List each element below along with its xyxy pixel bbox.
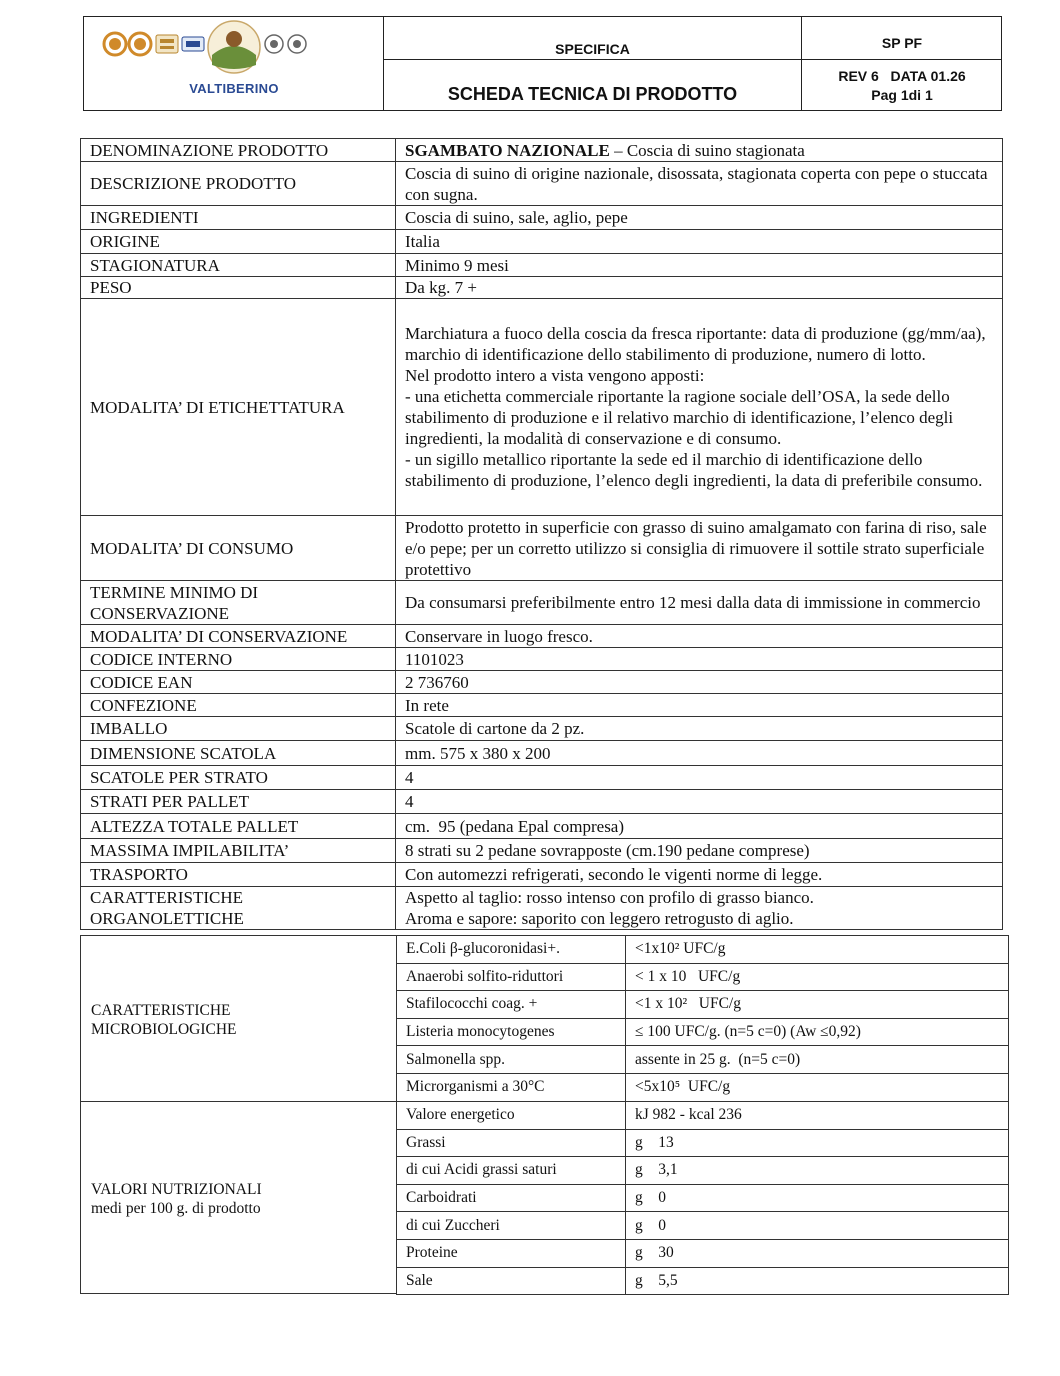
nutrient-name: Proteine (397, 1239, 626, 1267)
table-row (81, 516, 1003, 581)
micro-name: Stafilococchi coag. + (397, 991, 626, 1019)
table-row (397, 936, 1009, 964)
table-row (81, 254, 1003, 277)
micro-name: E.Coli β-glucoronidasi+. (397, 936, 626, 964)
nutrient-name: di cui Acidi grassi saturi (397, 1157, 626, 1185)
micro-value: ≤ 100 UFC/g. (n=5 c=0) (Aw ≤0,92) (626, 1018, 1009, 1046)
row-label: CARATTERISTICHE ORGANOLETTICHE (81, 887, 396, 930)
row-value (396, 887, 1003, 930)
doc-type: SPECIFICA (555, 41, 630, 57)
row-value: Prodotto protetto in superficie con grasso di suino amalgamato con farina di riso, sale e/o pepe; per un corretto utilizzo si consiglia di rimuovere il sottile strato superficiale protettivo (396, 516, 1003, 581)
row-value: In rete (396, 694, 1003, 717)
table-row (397, 1102, 1009, 1130)
table-row (397, 1239, 1009, 1267)
company-name: VALTIBERINO (189, 81, 279, 96)
doc-code: SP PF (881, 35, 923, 51)
doc-title: SCHEDA TECNICA DI PRODOTTO (447, 84, 738, 104)
label-line: - una etichetta commerciale riportante la ragione sociale dell’OSA, la sede dello stabilimento di produzione e il relativo marchio di identificazione, l’elenco degli ingredienti, la modalità di conservazione e di consumo. (405, 387, 954, 448)
nutrient-name: Valore energetico (397, 1102, 626, 1130)
nutrition-label-cell (80, 1101, 397, 1294)
nutrient-value: kJ 982 - kcal 236 (626, 1102, 1009, 1130)
brcs-badge-icon (156, 35, 178, 53)
row-label: MODALITA’ DI ETICHETTATURA (81, 299, 396, 516)
row-value: mm. 575 x 380 x 200 (396, 741, 1003, 766)
row-label: INGREDIENTI (81, 206, 396, 230)
micro-name: Microrganismi a 30°C (397, 1073, 626, 1101)
nutrient-value: g 5,5 (626, 1267, 1009, 1295)
nutrient-name: di cui Zuccheri (397, 1212, 626, 1240)
row-value: Italia (396, 230, 1003, 254)
table-row (397, 991, 1009, 1019)
table-row (81, 839, 1003, 863)
round-stamp-icon (265, 35, 283, 53)
row-value: 4 (396, 790, 1003, 814)
micro-name: Anaerobi solfito-riduttori (397, 963, 626, 991)
row-label: IMBALLO (81, 717, 396, 741)
row-label: SCATOLE PER STRATO (81, 766, 396, 790)
revision-cell (802, 17, 1002, 110)
row-label: DIMENSIONE SCATOLA (81, 741, 396, 766)
circle-seal-icon (129, 33, 151, 55)
row-label: MODALITA’ DI CONSUMO (81, 516, 396, 581)
nutrition-label: medi per 100 g. di prodotto (91, 1200, 261, 1217)
micro-value: < 1 x 10 UFC/g (626, 963, 1009, 991)
cooperative-emblem-icon (208, 21, 260, 73)
row-value: Minimo 9 mesi (396, 254, 1003, 277)
row-value: Conservare in luogo fresco. (396, 625, 1003, 648)
row-label: DENOMINAZIONE PRODOTTO (81, 139, 396, 162)
label-line: - un sigillo metallico riportante la sede ed il marchio di identificazione dello stabilimento di produzione, l’elenco degli ingredienti, la data di preferibile consumo. (405, 450, 983, 490)
table-row (81, 814, 1003, 839)
logo-strip (84, 17, 384, 79)
row-value: 8 strati su 2 pedane sovrapposte (cm.190 pedane comprese) (396, 839, 1003, 863)
nutrient-name: Sale (397, 1267, 626, 1295)
nutrient-name: Grassi (397, 1129, 626, 1157)
table-row (81, 717, 1003, 741)
table-row (81, 887, 1003, 930)
table-row (397, 963, 1009, 991)
row-label: STAGIONATURA (81, 254, 396, 277)
micro-value: <1x10² UFC/g (626, 936, 1009, 964)
row-value: 4 (396, 766, 1003, 790)
table-row (397, 1046, 1009, 1074)
table-row (81, 230, 1003, 254)
nutrient-value: g 13 (626, 1129, 1009, 1157)
micro-name: Listeria monocytogenes (397, 1018, 626, 1046)
table-row (397, 1018, 1009, 1046)
row-label: CODICE INTERNO (81, 648, 396, 671)
micro-table (396, 935, 1009, 1102)
circle-seal-icon (104, 33, 126, 55)
table-row (81, 694, 1003, 717)
row-label: TRASPORTO (81, 863, 396, 887)
row-value: Da consumarsi preferibilmente entro 12 mesi dalla data di immissione in commercio (396, 581, 1003, 625)
micro-value: <1 x 10² UFC/g (626, 991, 1009, 1019)
row-value: Scatole di cartone da 2 pz. (396, 717, 1003, 741)
nutrient-value: g 0 (626, 1184, 1009, 1212)
logo-cell (84, 17, 384, 110)
micro-label-cell (80, 935, 397, 1102)
row-value: cm. 95 (pedana Epal compresa) (396, 814, 1003, 839)
row-value: Da kg. 7 + (396, 277, 1003, 299)
table-row (81, 741, 1003, 766)
table-row (81, 648, 1003, 671)
nutrient-name: Carboidrati (397, 1184, 626, 1212)
row-value: Con automezzi refrigerati, secondo le vigenti norme di legge. (396, 863, 1003, 887)
row-value: 1101023 (396, 648, 1003, 671)
row-value (396, 299, 1003, 516)
row-label: DESCRIZIONE PRODOTTO (81, 162, 396, 206)
table-row (397, 1129, 1009, 1157)
row-value: Coscia di suino di origine nazionale, disossata, stagionata coperta con pepe o stuccata con sugna. (396, 162, 1003, 206)
micro-label: CARATTERISTICHE (91, 1002, 231, 1019)
row-label: MODALITA’ DI CONSERVAZIONE (81, 625, 396, 648)
nutrient-value: g 30 (626, 1239, 1009, 1267)
table-row (81, 277, 1003, 299)
organoleptic-line: Aroma e sapore: saporito con leggero retrogusto di aglio. (405, 909, 794, 928)
nutrition-label: VALORI NUTRIZIONALI (91, 1181, 262, 1198)
table-row (81, 581, 1003, 625)
round-stamp-icon (288, 35, 306, 53)
table-row (397, 1267, 1009, 1295)
ifs-badge-icon (182, 37, 204, 51)
row-label: ORIGINE (81, 230, 396, 254)
micro-value: <5x10⁵ UFC/g (626, 1073, 1009, 1101)
document-header (83, 16, 1002, 111)
title-cell (384, 17, 802, 110)
table-row (81, 299, 1003, 516)
doc-page: Pag 1di 1 (871, 87, 933, 103)
table-row (81, 206, 1003, 230)
table-row (81, 671, 1003, 694)
table-row (81, 162, 1003, 206)
product-name: SGAMBATO NAZIONALE (405, 140, 610, 160)
nutrition-table (396, 1101, 1009, 1295)
micro-value: assente in 25 g. (n=5 c=0) (626, 1046, 1009, 1074)
table-row (397, 1073, 1009, 1101)
label-line: Nel prodotto intero a vista vengono apposti: (405, 366, 705, 385)
table-row (397, 1157, 1009, 1185)
row-value: Coscia di suino, sale, aglio, pepe (396, 206, 1003, 230)
table-row (81, 863, 1003, 887)
table-row (81, 766, 1003, 790)
nutrient-value: g 0 (626, 1212, 1009, 1240)
table-row (397, 1212, 1009, 1240)
row-label: ALTEZZA TOTALE PALLET (81, 814, 396, 839)
micro-label: MICROBIOLOGICHE (91, 1021, 237, 1038)
row-label: MASSIMA IMPILABILITA’ (81, 839, 396, 863)
row-label: STRATI PER PALLET (81, 790, 396, 814)
row-label: CODICE EAN (81, 671, 396, 694)
row-value: 2 736760 (396, 671, 1003, 694)
table-row (397, 1184, 1009, 1212)
table-row (81, 790, 1003, 814)
doc-revision: REV 6 DATA 01.26 (838, 68, 966, 84)
row-label: PESO (81, 277, 396, 299)
micro-name: Salmonella spp. (397, 1046, 626, 1074)
label-line: Marchiatura a fuoco della coscia da fresca riportante: data di produzione (gg/mm/aa), marchio di identificazione dello stabilimento di produzione, numero di lotto. (405, 324, 986, 364)
table-row (81, 625, 1003, 648)
row-value: SGAMBATO NAZIONALE – Coscia di suino stagionata (396, 139, 1003, 162)
row-label: CONFEZIONE (81, 694, 396, 717)
row-label: TERMINE MINIMO DI CONSERVAZIONE (81, 581, 396, 625)
nutrient-value: g 3,1 (626, 1157, 1009, 1185)
organoleptic-line: Aspetto al taglio: rosso intenso con profilo di grasso bianco. (405, 888, 814, 907)
table-row (81, 139, 1003, 162)
spec-table (80, 138, 1003, 930)
